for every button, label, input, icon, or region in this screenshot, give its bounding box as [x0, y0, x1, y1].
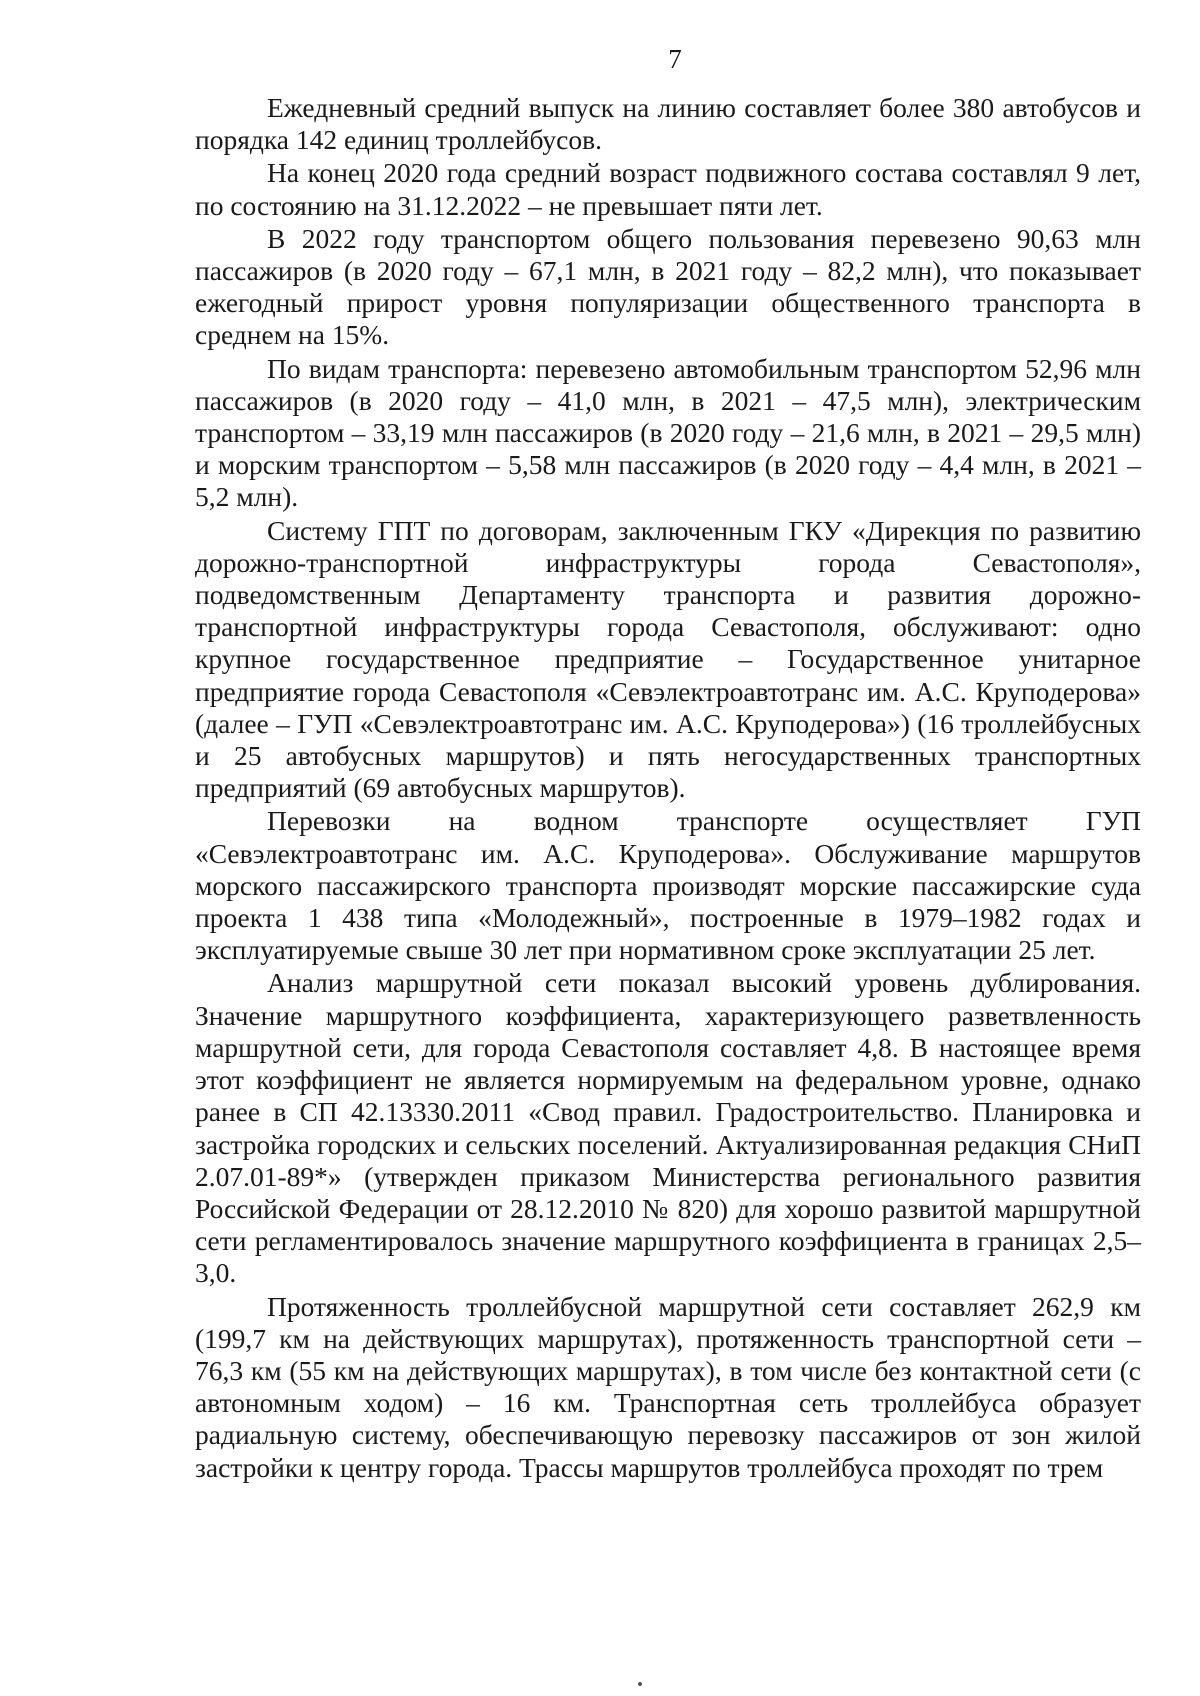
paragraph-water-transport: Перевозки на водном транспорте осуществляет ГУП «Севэлектроавтотранс им. А.С. Круподерова». Обслуживание маршрутов морского пассажирского транспорта производят морские пассажирские суда проекта 1 438 типа «Молодежный», построенные в 1979–1982 годах и эксплуатируемые свыше 30 лет при нормативном сроке эксплуатации 25 лет.: [195, 805, 1141, 966]
scan-mark: [638, 1682, 642, 1686]
paragraph-trolleybus-network: Протяженность троллейбусной маршрутной сети составляет 262,9 км (199,7 км на действующих маршрутах), протяженность транспортной сети – 76,3 км (55 км на действующих маршрутах), в том числе без контактной сети (с автономным ходом) – 16 км. Транспортная сеть троллейбуса образует радиальную систему, обеспечивающую перевозку пассажиров от зон жилой застройки к центру города. Трассы маршрутов троллейбуса проходят по трем: [195, 1290, 1141, 1483]
page-number: 7: [668, 44, 682, 74]
document-body: [195, 92, 1141, 1485]
paragraph-fleet-age: На конец 2020 года средний возраст подвижного состава составлял 9 лет, по состоянию на 31.12.2022 – не превышает пяти лет.: [195, 157, 1141, 221]
paragraph-route-coefficient: Анализ маршрутной сети показал высокий уровень дублирования. Значение маршрутного коэффициента, характеризующего разветвленность маршрутной сети, для города Севастополя составляет 4,8. В настоящее время этот коэффициент не является нормируемым на федеральном уровне, однако ранее в СП 42.13330.2011 «Свод правил. Градостроительство. Планировка и застройка городских и сельских поселений. Актуализированная редакция СНиП 2.07.01-89*» (утвержден приказом Министерства регионального развития Российской Федерации от 28.12.2010 № 820) для хорошо развитой маршрутной сети регламентировалось значение маршрутного коэффициента в границах 2,5–3,0.: [195, 967, 1141, 1289]
paragraph-operators: Систему ГПТ по договорам, заключенным ГКУ «Дирекция по развитию дорожно-транспортной инфраструктуры города Севастополя», подведомственным Департаменту транспорта и развития дорожно-транспортной инфраструктуры города Севастополя, обслуживают: одно крупное государственное предприятие – Государственное унитарное предприятие города Севастополя «Севэлектроавтотранс им. А.С. Круподерова» (далее – ГУП «Севэлектроавтотранс им. А.С. Круподерова») (16 троллейбусных и 25 автобусных маршрутов) и пять негосударственных транспортных предприятий (69 автобусных маршрутов).: [195, 514, 1141, 804]
paragraph-passengers-by-mode: По видам транспорта: перевезено автомобильным транспортом 52,96 млн пассажиров (в 2020 году – 41,0 млн, в 2021 – 47,5 млн), электрическим транспортом – 33,19 млн пассажиров (в 2020 году – 21,6 млн, в 2021 – 29,5 млн) и морским транспортом – 5,58 млн пассажиров (в 2020 году – 4,4 млн, в 2021 – 5,2 млн).: [195, 352, 1141, 513]
paragraph-passengers-total: В 2022 году транспортом общего пользования перевезено 90,63 млн пассажиров (в 2020 году – 67,1 млн, в 2021 году – 82,2 млн), что показывает ежегодный прирост уровня популяризации общественного транспорта в среднем на 15%.: [195, 222, 1141, 351]
paragraph-daily-output: Ежедневный средний выпуск на линию составляет более 380 автобусов и порядка 142 единиц троллейбусов.: [195, 92, 1141, 156]
